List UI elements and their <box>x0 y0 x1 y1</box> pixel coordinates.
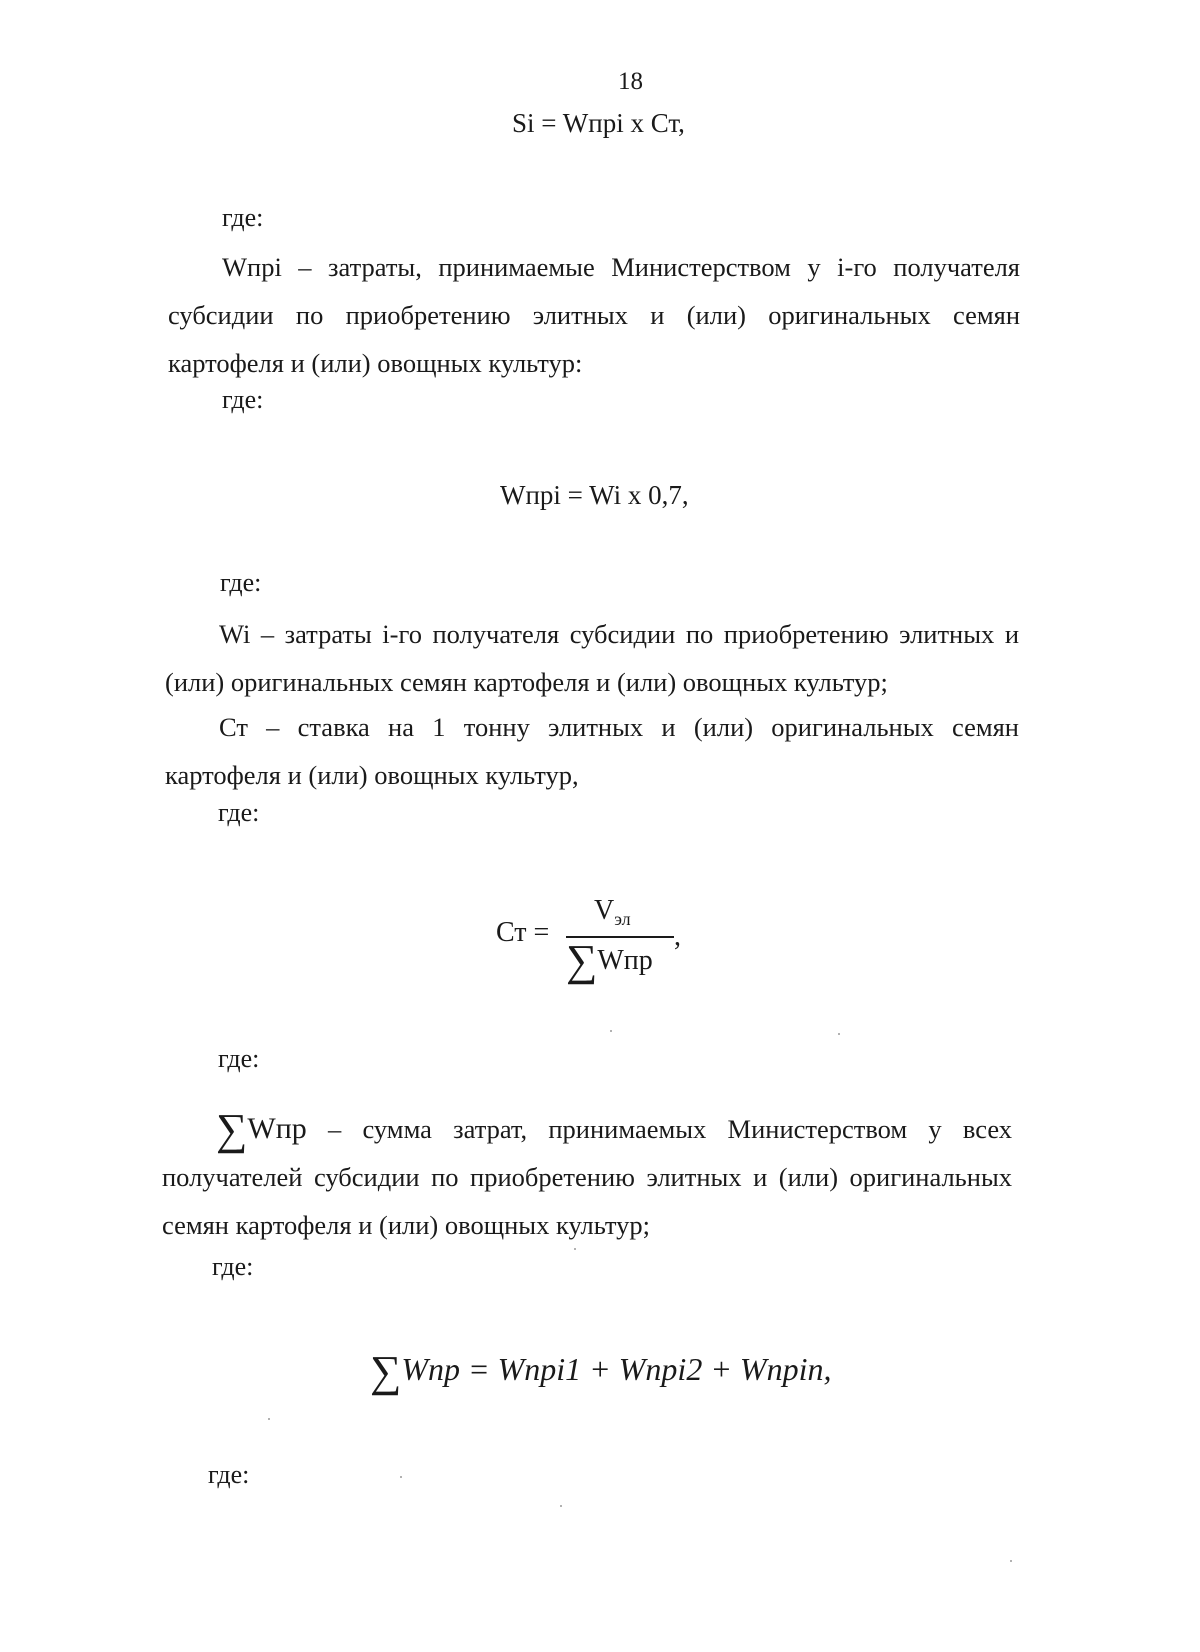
numerator-subscript: эл <box>614 909 631 929</box>
expansion-sigma-icon: ∑ <box>370 1347 402 1396</box>
denominator-text: Wпр <box>597 945 653 976</box>
paragraph-sum <box>162 1105 1012 1249</box>
scan-speck <box>560 1505 562 1507</box>
where-label-5: где: <box>218 1044 260 1073</box>
where-label-6: где: <box>212 1252 254 1281</box>
paragraph-wi-text: Wi – затраты i-го получателя субсидии по приобретению элитных и (или) оригинальных семян картофеля и (или) овощных культур; <box>165 619 1019 697</box>
sum-term: Wпр <box>247 1112 307 1145</box>
fraction-denominator <box>566 936 653 985</box>
paragraph-ct-text: Ст – ставка на 1 тонну элитных и (или) оригинальных семян картофеля и (или) овощных культур, <box>165 712 1019 790</box>
paragraph-sum-text: – сумма затрат, принимаемых Министерством у всех получателей субсидии по приобретению элитных и (или) оригинальных семян картофеля и (или) овощных культур; <box>162 1114 1013 1240</box>
formula-ct-lhs: Ст = <box>496 917 550 948</box>
formula-ct-fraction <box>496 895 696 990</box>
sum-term-sigma-icon: ∑ <box>216 1105 248 1154</box>
sum-sigma-icon: ∑ <box>566 936 598 985</box>
where-label-4: где: <box>218 798 260 827</box>
paragraph-wpri-text: Wпрi – затраты, принимаемые Министерством у i-го получателя субсидии по приобретению элитных и (или) оригинальных семян картофеля и (или) овощных культур: <box>168 252 1020 378</box>
formula-si: Si = Wпрi х Ст, <box>512 108 685 138</box>
paragraph-ct <box>165 703 1019 799</box>
expansion-text: Wnp = Wnpi1 + Wnpi2 + Wnpin, <box>401 1351 832 1387</box>
paragraph-wi <box>165 610 1019 706</box>
fraction-numerator <box>594 895 631 930</box>
where-label-2: где: <box>222 385 264 414</box>
scan-speck <box>610 1030 612 1032</box>
paragraph-wpri <box>168 243 1020 387</box>
scan-speck <box>1010 1560 1012 1562</box>
where-label-7: где: <box>208 1460 250 1489</box>
formula-sum-expansion <box>370 1347 832 1396</box>
numerator-v: V <box>594 895 615 926</box>
scan-speck <box>574 1248 576 1250</box>
where-label-1: где: <box>222 203 264 232</box>
where-label-3: где: <box>220 568 262 597</box>
scan-speck <box>268 1418 270 1420</box>
fraction-trailing-comma: , <box>674 921 681 952</box>
scan-speck <box>400 1476 402 1478</box>
scan-speck <box>838 1033 840 1035</box>
formula-wpri: Wпрi = Wi х 0,7, <box>500 480 689 510</box>
page-number: 18 <box>618 68 643 95</box>
